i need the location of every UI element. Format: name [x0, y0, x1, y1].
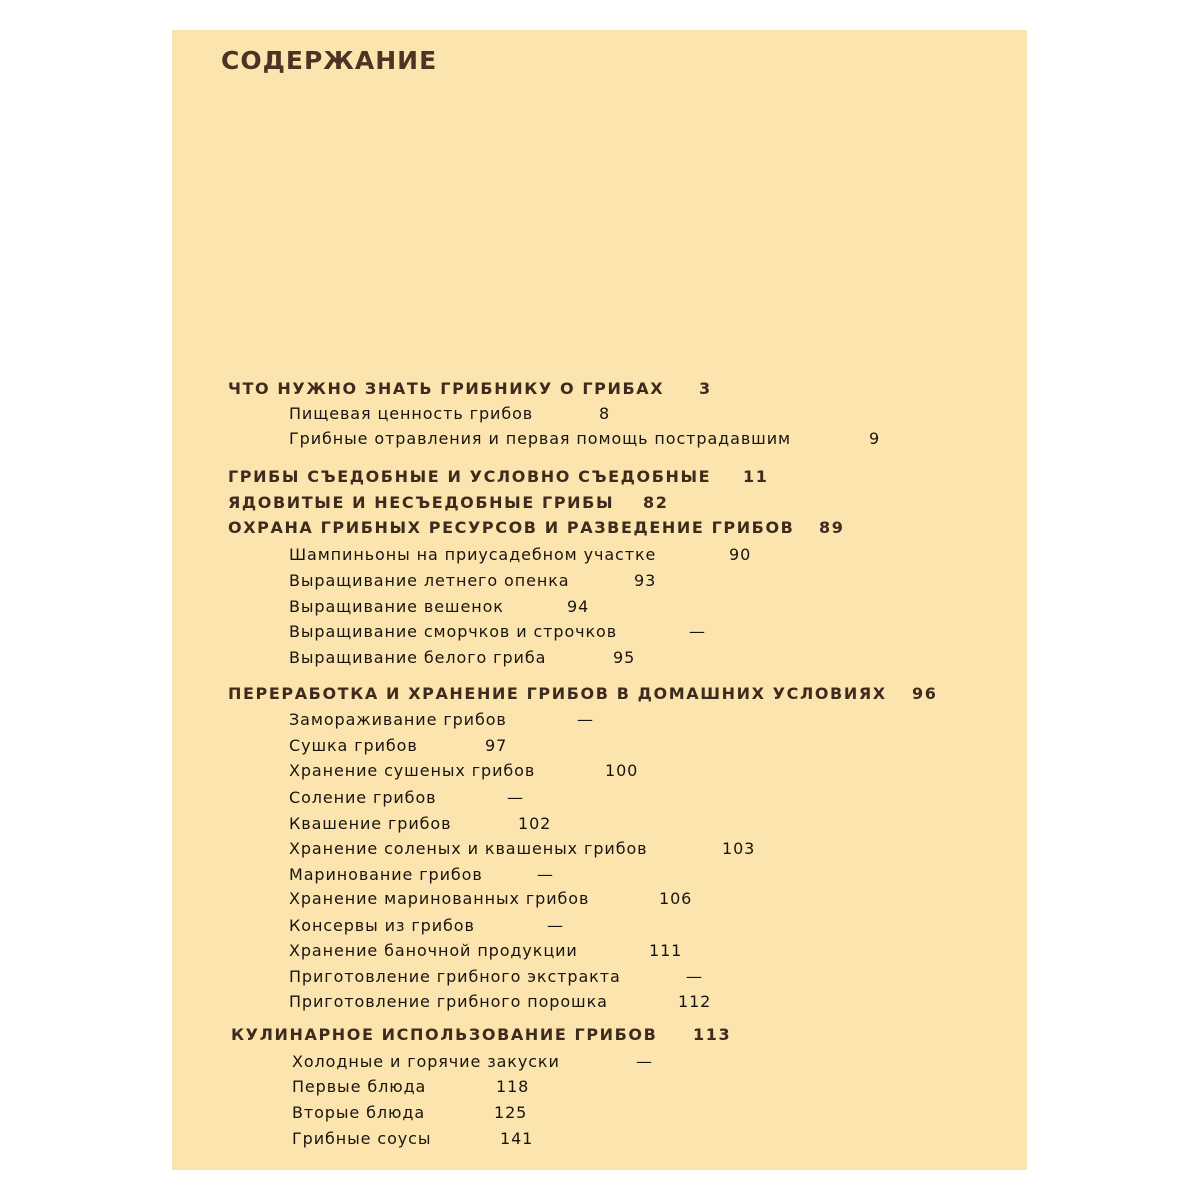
toc-title: Хранение соленых и квашеных грибов — [289, 839, 648, 858]
toc-title: Замораживание грибов — [289, 710, 507, 729]
toc-page: 100 — [605, 761, 639, 780]
toc-page: 93 — [634, 571, 657, 590]
toc-page: 141 — [500, 1129, 534, 1148]
toc-title: ГРИБЫ СЪЕДОБНЫЕ И УСЛОВНО СЪЕДОБНЫЕ — [228, 467, 712, 486]
toc-page: 106 — [659, 889, 693, 908]
toc-title: Выращивание вешенок — [289, 597, 504, 616]
toc-title: ЯДОВИТЫЕ И НЕСЪЕДОБНЫЕ ГРИБЫ — [228, 493, 615, 512]
toc-title: Приготовление грибного экстракта — [289, 967, 621, 986]
toc-page: 97 — [485, 736, 508, 755]
toc-title: Хранение сушеных грибов — [289, 761, 536, 780]
toc-page: 3 — [699, 379, 712, 398]
toc-title: Шампиньоны на приусадебном участке — [289, 545, 657, 564]
toc-title: Вторые блюда — [292, 1103, 426, 1122]
toc-title: Приготовление грибного порошка — [289, 992, 608, 1011]
contents-heading: СОДЕРЖАНИЕ — [221, 46, 438, 75]
toc-page: — — [547, 916, 564, 935]
toc-title: Первые блюда — [292, 1077, 427, 1096]
toc-title: Выращивание белого гриба — [289, 648, 547, 667]
toc-page: 96 — [912, 684, 938, 703]
toc-title: Квашение грибов — [289, 814, 452, 833]
toc-page: 102 — [518, 814, 552, 833]
toc-title: Грибные соусы — [292, 1129, 432, 1148]
toc-page: — — [689, 622, 706, 641]
toc-page: 103 — [722, 839, 756, 858]
toc-page: 82 — [643, 493, 669, 512]
toc-page: 89 — [819, 518, 845, 537]
toc-page: 118 — [496, 1077, 530, 1096]
toc-page: 94 — [567, 597, 590, 616]
toc-page: — — [577, 710, 594, 729]
toc-title: Холодные и горячие закуски — [292, 1052, 560, 1071]
toc-page: — — [636, 1052, 653, 1071]
toc-title: Сушка грибов — [289, 736, 418, 755]
toc-title: ЧТО НУЖНО ЗНАТЬ ГРИБНИКУ О ГРИБАХ — [228, 379, 665, 398]
toc-page: 95 — [613, 648, 636, 667]
toc-page: — — [537, 865, 554, 884]
toc-title: Хранение маринованных грибов — [289, 889, 590, 908]
toc-page: — — [686, 967, 703, 986]
toc-title: Соление грибов — [289, 788, 437, 807]
toc-page: 90 — [729, 545, 752, 564]
toc-title: Выращивание сморчков и строчков — [289, 622, 618, 641]
toc-title: Выращивание летнего опенка — [289, 571, 570, 590]
toc-title: ПЕРЕРАБОТКА И ХРАНЕНИЕ ГРИБОВ В ДОМАШНИХ УСЛОВИЯХ — [228, 684, 887, 703]
toc-title: ОХРАНА ГРИБНЫХ РЕСУРСОВ И РАЗВЕДЕНИЕ ГРИБОВ — [228, 518, 795, 537]
toc-page: 8 — [599, 404, 611, 423]
toc-page: 125 — [494, 1103, 528, 1122]
toc-title: Пищевая ценность грибов — [289, 404, 534, 423]
toc-title: Хранение баночной продукции — [289, 941, 578, 960]
toc-page: 112 — [678, 992, 712, 1011]
toc-page: 113 — [693, 1025, 732, 1044]
toc-page: 11 — [743, 467, 769, 486]
toc-title: Маринование грибов — [289, 865, 483, 884]
toc-title: КУЛИНАРНОЕ ИСПОЛЬЗОВАНИЕ ГРИБОВ — [231, 1025, 658, 1044]
toc-title: Грибные отравления и первая помощь пострадавшим — [289, 429, 791, 448]
toc-title: Консервы из грибов — [289, 916, 475, 935]
toc-page: 9 — [869, 429, 881, 448]
toc-page: — — [507, 788, 524, 807]
toc-page: 111 — [649, 941, 683, 960]
